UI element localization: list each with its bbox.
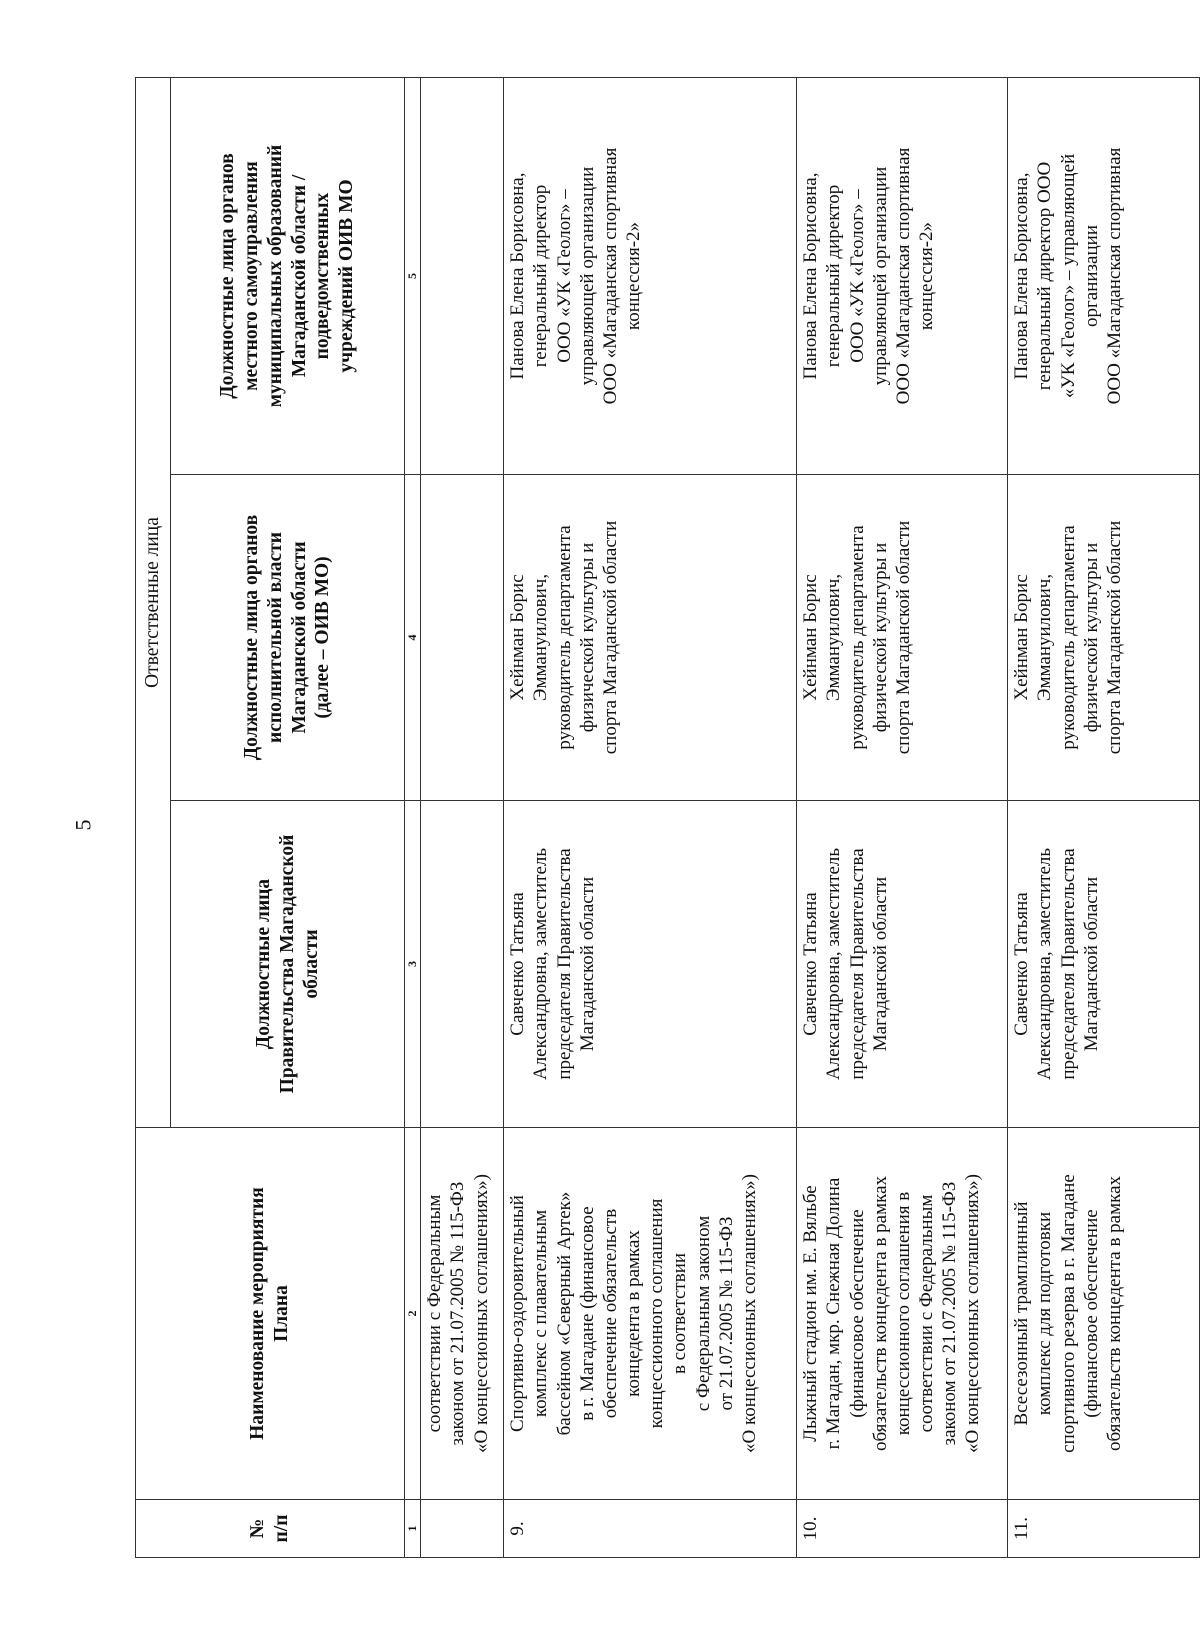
row-gov-official	[421, 801, 504, 1128]
column-number-row	[405, 78, 421, 1558]
row-gov-official: Савченко Татьяна Александровна, заместитель председателя Правительства Магаданской области	[504, 801, 797, 1128]
row-num: 10.	[797, 1500, 1008, 1558]
row-municipal-official: Панова Елена Борисовна, генеральный директор ООО «УК «Геолог» – управляющей организации ООО «Магаданская спортивная	[1008, 78, 1200, 475]
row-num	[421, 1500, 504, 1558]
table-row-9	[504, 78, 797, 1558]
header-num: № п/п	[136, 1500, 405, 1558]
column-number: 2	[405, 1128, 421, 1500]
row-name: Всесезонный трамплинный комплекс для подготовки спортивного резерва в г. Магадане (финансовое обеспечение обязательств концедента в рамках	[1008, 1128, 1200, 1500]
row-num: 11.	[1008, 1500, 1200, 1558]
row-municipal-official: Панова Елена Борисовна, генеральный директор ООО «УК «Геолог» – управляющей организации ООО «Магаданская спортивная концессия-2»	[797, 78, 1008, 475]
table-row-10	[797, 78, 1008, 1558]
row-oiv-official	[421, 475, 504, 801]
header-col3: Должностные лица Правительства Магаданской области	[171, 801, 405, 1128]
row-municipal-official: Панова Елена Борисовна, генеральный директор ООО «УК «Геолог» – управляющей организации ООО «Магаданская спортивная концессия-2»	[504, 78, 797, 475]
row-oiv-official: Хейнман Борис Эммануилович, руководитель департамента физической культуры и спорта Магаданской области	[1008, 475, 1200, 801]
table-row-continuation	[421, 78, 504, 1558]
row-name: Лыжный стадион им. Е. Вяльбе г. Магадан, мкр. Снежная Долина (финансовое обеспечение обязательств концедента в рамках концессионного соглашения в соответствии с Федеральным законом от 21.07.2005 № 115-ФЗ «О концессионных соглашениях»)	[797, 1128, 1008, 1500]
plan-table	[135, 77, 1200, 1558]
column-number: 3	[405, 801, 421, 1128]
column-number: 5	[405, 78, 421, 475]
row-name: Спортивно-оздоровительный комплекс с плавательным бассейном «Северный Артек» в г. Магадане (финансовое обеспечение обязательств концедента в рамках концессионного соглашения в соответствии с Федеральным законом от 21.07.2005 № 115-ФЗ «О концессионных соглашениях»)	[504, 1128, 797, 1500]
row-oiv-official: Хейнман Борис Эммануилович, руководитель департамента физической культуры и спорта Магаданской области	[504, 475, 797, 801]
row-municipal-official	[421, 78, 504, 475]
header-row-1	[136, 78, 171, 1558]
row-num: 9.	[504, 1500, 797, 1558]
page-number: 5	[70, 819, 96, 831]
row-oiv-official: Хейнман Борис Эммануилович, руководитель департамента физической культуры и спорта Магаданской области	[797, 475, 1008, 801]
column-number: 4	[405, 475, 421, 801]
header-name: Наименование мероприятия Плана	[136, 1128, 405, 1500]
row-gov-official: Савченко Татьяна Александровна, заместитель председателя Правительства Магаданской области	[1008, 801, 1200, 1128]
header-col4: Должностные лица органов исполнительной власти Магаданской области (далее – ОИВ МО)	[171, 475, 405, 801]
header-responsible-group: Ответственные лица	[136, 78, 171, 1128]
header-col5: Должностные лица органов местного самоуправления муниципальных образований Магаданской области / подведомственных учреждений ОИВ МО	[171, 78, 405, 475]
column-number: 1	[405, 1500, 421, 1558]
row-gov-official: Савченко Татьяна Александровна, заместитель председателя Правительства Магаданской области	[797, 801, 1008, 1128]
table-row-11	[1008, 78, 1200, 1558]
rotated-page	[135, 78, 1200, 1558]
row-name: соответствии с Федеральным законом от 21.07.2005 № 115-ФЗ «О концессионных соглашениях»)	[421, 1128, 504, 1500]
